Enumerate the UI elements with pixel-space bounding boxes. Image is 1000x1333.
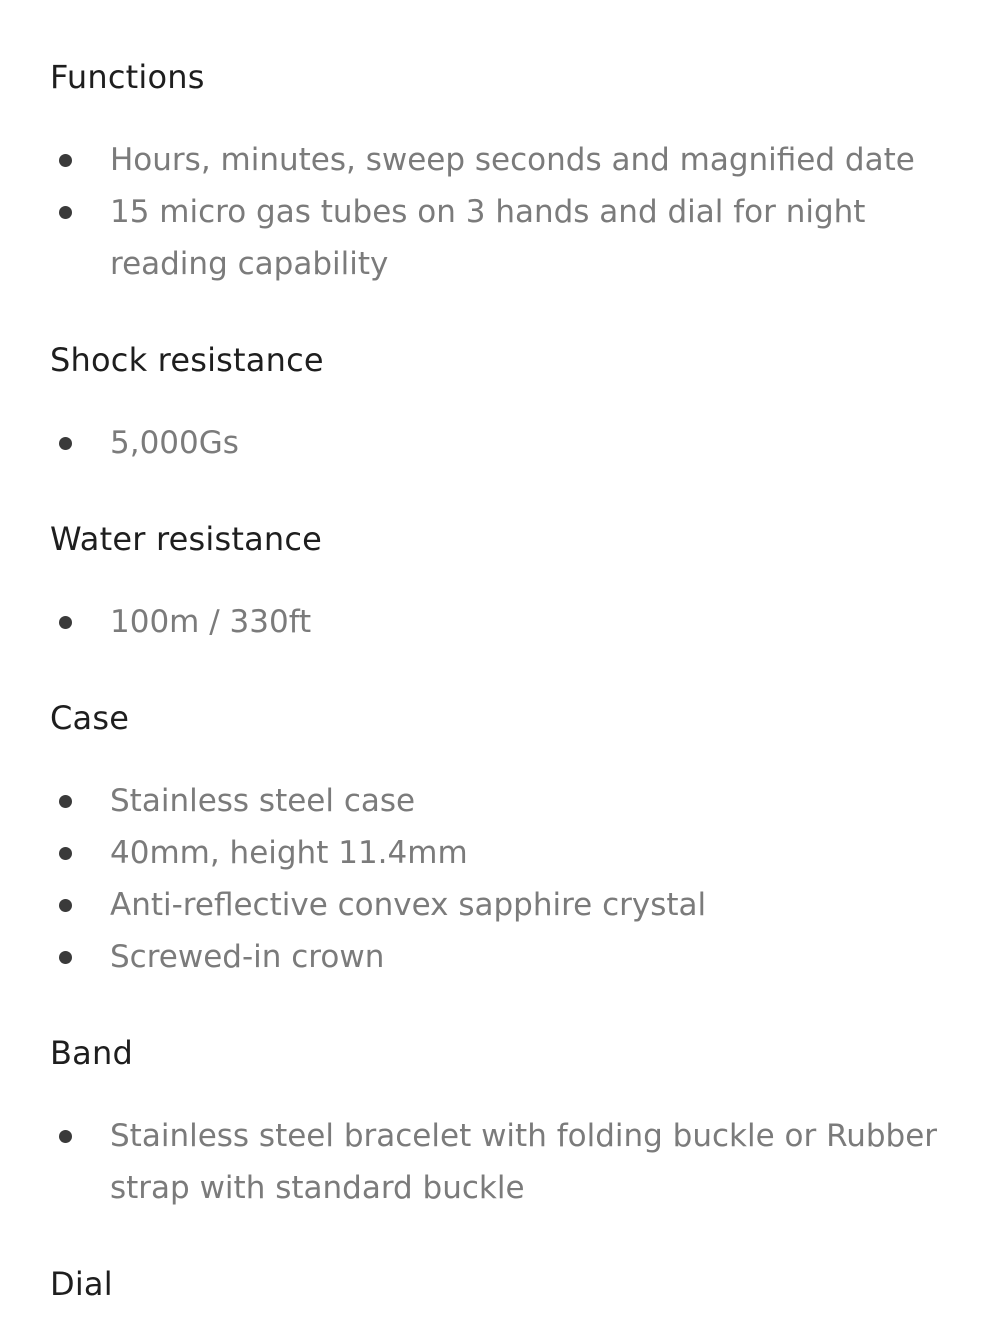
list-item-text: 100m / 330ft bbox=[110, 604, 312, 640]
bullet-icon bbox=[59, 616, 72, 629]
list-item bbox=[50, 775, 960, 827]
dial-section bbox=[50, 1264, 960, 1304]
list-item bbox=[50, 186, 960, 290]
bullet-icon bbox=[59, 206, 72, 219]
water-resistance-list bbox=[50, 596, 960, 648]
list-item bbox=[50, 1110, 960, 1214]
bullet-icon bbox=[59, 795, 72, 808]
bullet-icon bbox=[59, 847, 72, 860]
list-item-text: 15 micro gas tubes on 3 hands and dial for night reading capability bbox=[110, 194, 866, 282]
section-title-functions: Functions bbox=[50, 58, 205, 96]
list-item-text: Screwed-in crown bbox=[110, 939, 385, 975]
section-title-shock-resistance: Shock resistance bbox=[50, 341, 324, 379]
list-item bbox=[50, 417, 960, 469]
band-section bbox=[50, 1033, 960, 1214]
bullet-icon bbox=[59, 154, 72, 167]
list-item-text: Stainless steel bracelet with folding buckle or Rubber strap with standard buckle bbox=[110, 1118, 938, 1206]
bullet-icon bbox=[59, 1130, 72, 1143]
bullet-icon bbox=[59, 437, 72, 450]
functions-section bbox=[50, 57, 960, 290]
list-item-text: Anti-reflective convex sapphire crystal bbox=[110, 887, 707, 923]
list-item-text: 5,000Gs bbox=[110, 425, 239, 461]
shock-resistance-list bbox=[50, 417, 960, 469]
list-item bbox=[50, 879, 960, 931]
functions-list bbox=[50, 134, 960, 290]
bullet-icon bbox=[59, 899, 72, 912]
case-list bbox=[50, 775, 960, 983]
list-item-text: Stainless steel case bbox=[110, 783, 416, 819]
shock-resistance-section bbox=[50, 340, 960, 469]
section-title-band: Band bbox=[50, 1034, 133, 1072]
list-item bbox=[50, 827, 960, 879]
list-item-text: Hours, minutes, sweep seconds and magnified date bbox=[110, 142, 915, 178]
list-item bbox=[50, 134, 960, 186]
case-section bbox=[50, 698, 960, 983]
band-list bbox=[50, 1110, 960, 1214]
list-item-text: 40mm, height 11.4mm bbox=[110, 835, 468, 871]
section-title-water-resistance: Water resistance bbox=[50, 520, 323, 558]
list-item bbox=[50, 931, 960, 983]
section-title-case: Case bbox=[50, 699, 130, 737]
list-item bbox=[50, 596, 960, 648]
bullet-icon bbox=[59, 951, 72, 964]
section-title-dial: Dial bbox=[50, 1265, 113, 1303]
water-resistance-section bbox=[50, 519, 960, 648]
